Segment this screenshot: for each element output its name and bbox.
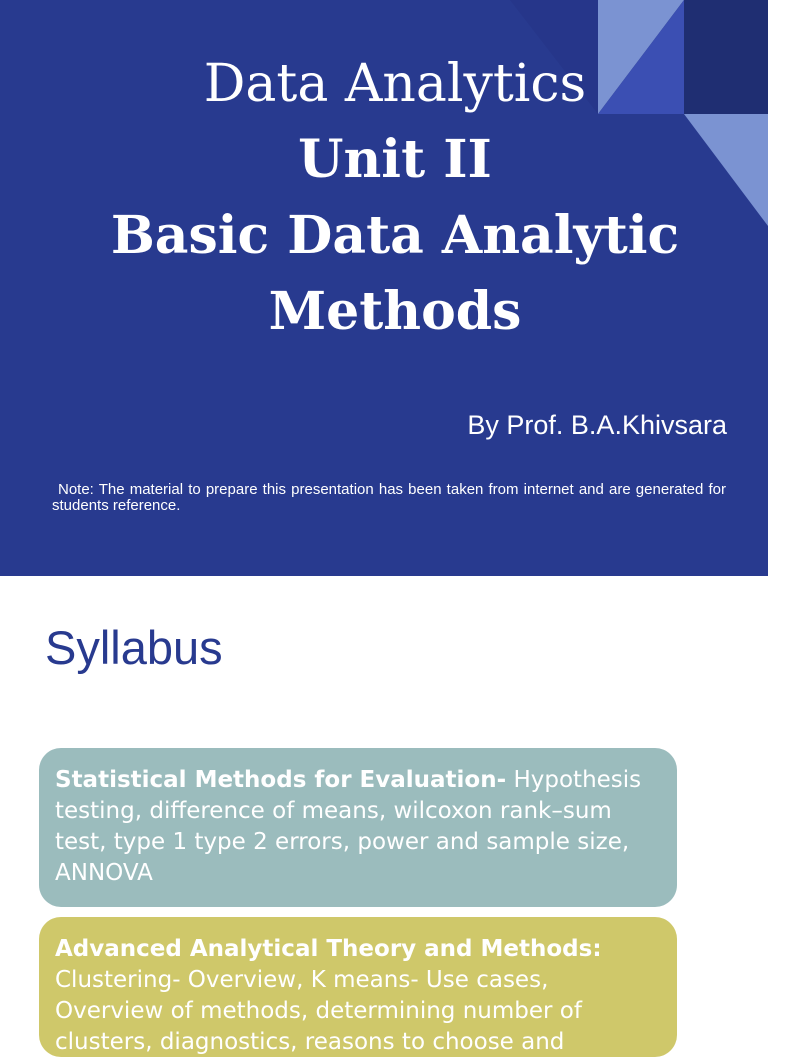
box-text: Hypothesis testing, difference of means, wilcoxon rank–sum test, type 1 type 2 errors, power and sample size, ANNOVA — [55, 767, 642, 886]
box-heading: Advanced Analytical Theory and Methods: — [55, 936, 602, 962]
author-text: By Prof. B.A.Khivsara — [467, 410, 727, 440]
box-text: Clustering- Overview, K means- Use cases, Overview of methods, determining number of clusters, diagnostics, reasons to choose and — [55, 967, 582, 1055]
syllabus-box-advanced-methods — [39, 917, 677, 1057]
title-line-1: Data Analytics — [203, 54, 587, 114]
syllabus-title: Syllabus — [45, 621, 223, 674]
note-text: Note: The material to prepare this presentation has been taken from internet and are generated for students reference. — [52, 481, 726, 514]
syllabus-slide — [0, 576, 768, 1055]
title-line-4: Methods — [268, 281, 522, 342]
box-heading: Statistical Methods for Evaluation- — [55, 767, 507, 793]
title-line-2: Unit II — [298, 129, 492, 190]
syllabus-box-statistical-methods — [39, 748, 677, 907]
title-line-3: Basic Data Analytic — [110, 205, 680, 266]
